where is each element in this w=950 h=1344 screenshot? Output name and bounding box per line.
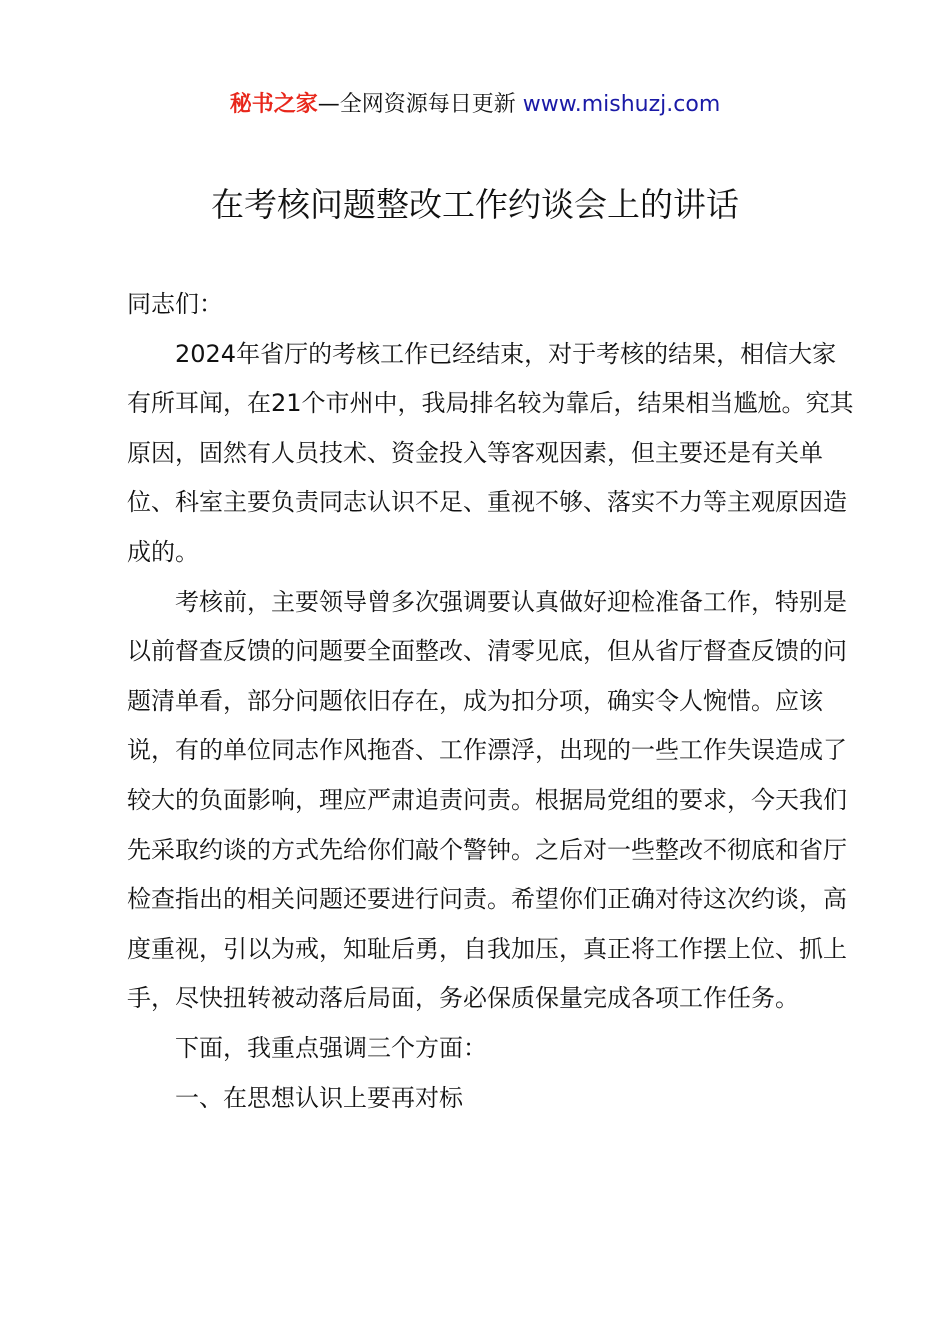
section-heading: 一、在思想认识上要再对标	[175, 1083, 463, 1112]
site-header	[0, 88, 950, 122]
site-url-link[interactable]: www.mishuzj.com	[522, 92, 721, 117]
paragraph: 下面，我重点强调三个方面：	[175, 1033, 487, 1062]
paragraph: 考核前，主要领导曾多次强调要认真做好迎检准备工作，特别是以前督查反馈的问题要全面整改、清零见底，但从省厅督查反馈的问题清单看，部分问题依旧存在，成为扣分项，确实令人惋惜。应该说，有的单位同志作风拖沓、工作漂浮，出现的一些工作失误造成了较大的负面影响，理应严肃追责问责。根据局党组的要求，今天我们先采取约谈的方式先给你们敲个警钟。之后对一些整改不彻底和省厅检查指出的相关问题还要进行问责。希望你们正确对待这次约谈，高度重视，引以为戒，知耻后勇，自我加压，真正将工作摆上位、抓上手，尽快扭转被动落后局面，务必保质保量完成各项工作任务。	[127, 587, 847, 1013]
site-brand: 秘书之家	[229, 92, 318, 117]
salutation: 同志们：	[127, 290, 223, 318]
document-title: 在考核问题整改工作约谈会上的讲话	[211, 185, 739, 224]
site-tagline: —全网资源每日更新	[317, 92, 516, 117]
paragraph: 2024年省厅的考核工作已经结束，对于考核的结果，相信大家有所耳闻，在21个市州中，我局排名较为靠后，结果相当尴尬。究其原因，固然有人员技术、资金投入等客观因素，但主要还是有关单位、科室主要负责同志认识不足、重视不够、落实不力等主观原因造成的。	[127, 339, 854, 566]
document-body	[127, 280, 857, 1123]
